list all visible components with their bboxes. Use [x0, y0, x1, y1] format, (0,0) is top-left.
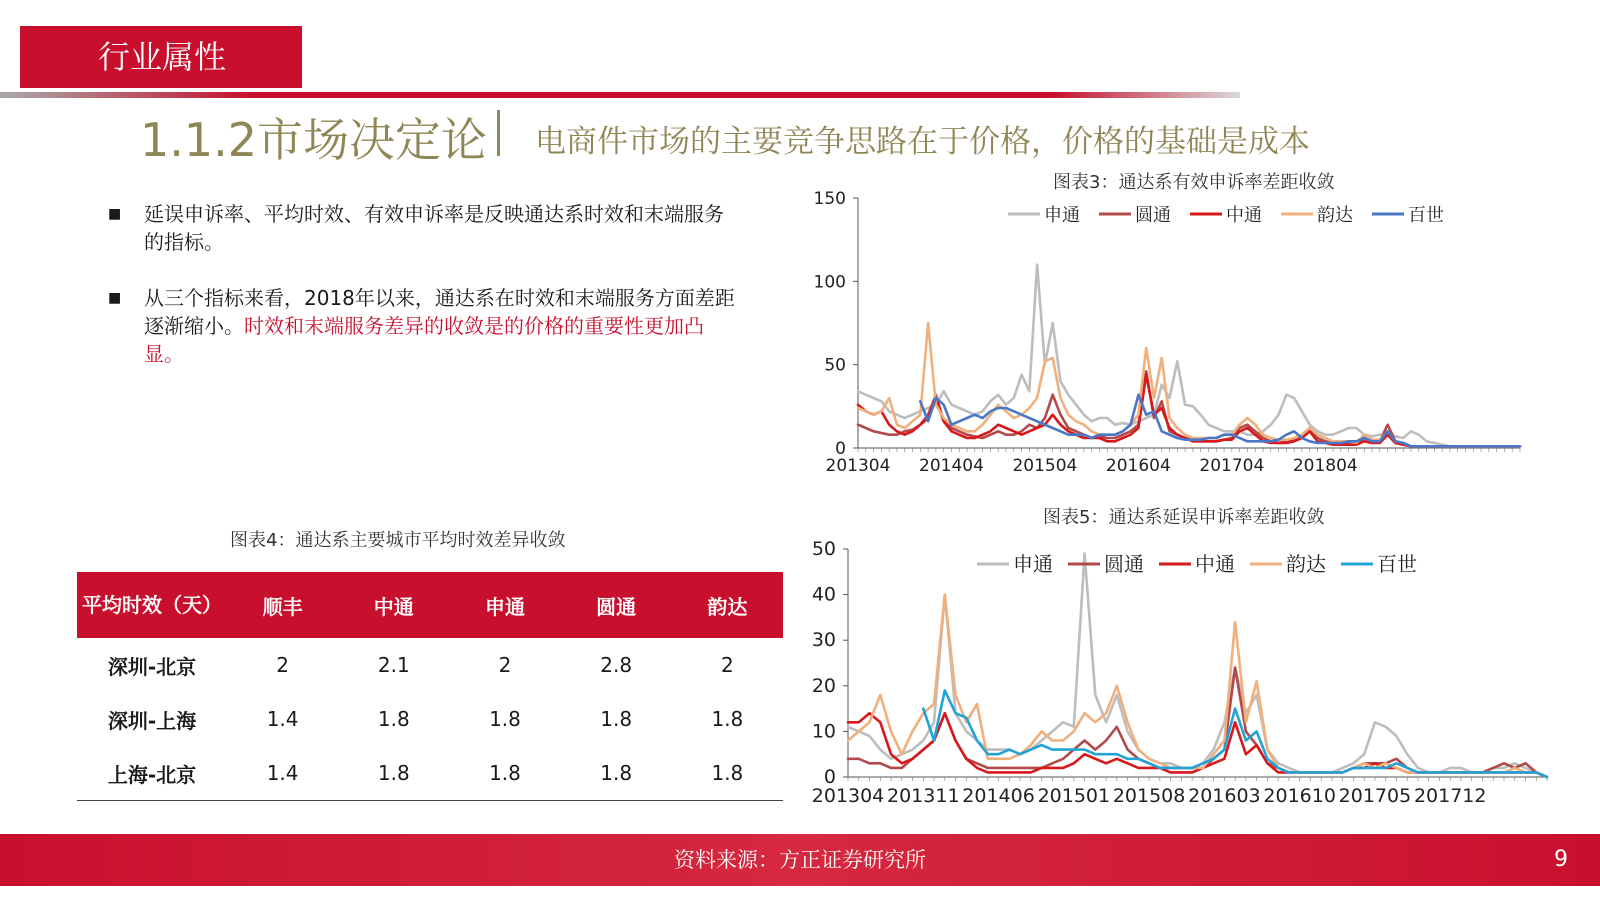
table-header-cell: 平均时效（天） — [77, 572, 227, 638]
legend-label: 百世 — [1377, 552, 1417, 576]
bullet-item-2 — [108, 284, 738, 368]
table-cell: 1.8 — [338, 746, 449, 801]
title-separator — [497, 110, 500, 156]
table-cell: 2 — [276, 653, 289, 677]
x-tick-label: 201311 — [887, 785, 960, 807]
legend-label: 中通 — [1226, 205, 1262, 226]
series-line-4 — [858, 323, 1520, 446]
legend-label: 中通 — [1195, 552, 1235, 576]
table-cell: 2.1 — [377, 653, 410, 677]
series-line-1 — [858, 265, 1520, 447]
legend-label: 韵达 — [1317, 205, 1353, 226]
table-cell: 1.8 — [449, 746, 560, 801]
chart5-title: 图表5：通达系延误申诉率差距收敛 — [1043, 507, 1325, 528]
legend-label: 韵达 — [1286, 552, 1326, 576]
section-tag: 行业属性 — [20, 26, 302, 88]
x-tick-label: 201603 — [1188, 785, 1261, 807]
x-tick-label: 201501 — [1037, 785, 1111, 807]
y-tick-label: 40 — [811, 583, 836, 606]
table-row-header: 深圳-上海 — [107, 708, 197, 733]
table-row — [77, 746, 783, 801]
y-tick-label: 150 — [813, 189, 846, 209]
table-cell: 1.4 — [266, 707, 299, 731]
x-tick-label: 201508 — [1112, 785, 1186, 807]
table-row-header: 深圳-北京 — [107, 654, 197, 679]
table-header-row — [77, 572, 783, 638]
x-tick-label: 201610 — [1263, 785, 1336, 807]
table-cell: 2.8 — [600, 653, 633, 677]
table-row-header: 上海-北京 — [77, 746, 227, 801]
y-tick-label: 0 — [835, 439, 846, 459]
bullet-text: 延误申诉率、平均时效、有效申诉率是反映通达系时效和末端服务的指标。 — [144, 202, 724, 254]
timeliness-table — [77, 572, 783, 801]
table-cell: 1.4 — [227, 746, 338, 801]
bullet-item-1 — [108, 200, 738, 256]
y-tick-label: 10 — [811, 720, 836, 743]
y-tick-label: 100 — [813, 272, 846, 293]
x-tick-label: 201406 — [962, 785, 1035, 807]
chart5-plot — [795, 535, 1570, 825]
page-subtitle: 电商件市场的主要竞争思路在于价格，价格的基础是成本 — [535, 124, 1310, 160]
series-line-5 — [923, 690, 1547, 777]
table-row — [77, 638, 783, 692]
x-tick-label: 201304 — [825, 456, 891, 476]
chart3-title: 图表3：通达系有效申诉率差距收敛 — [1053, 172, 1335, 193]
x-tick-label: 201712 — [1413, 785, 1487, 807]
y-tick-label: 50 — [811, 538, 836, 560]
legend-label: 圆通 — [1135, 205, 1171, 226]
table-cell: 2 — [721, 653, 734, 677]
bullet-text: 从三个指标来看，2018年以来，通达系在时效和末端服务方面差距逐渐缩小。 — [144, 286, 735, 338]
table-header-cell: 顺丰 — [227, 572, 338, 638]
x-tick-label: 201704 — [1199, 456, 1265, 476]
table-header-cell: 韵达 — [672, 572, 783, 638]
x-tick-label: 201404 — [919, 456, 984, 476]
x-tick-label: 201604 — [1105, 456, 1171, 476]
legend-label: 申通 — [1044, 205, 1080, 226]
table-cell: 1.8 — [600, 707, 633, 731]
bullet-icon: ■ — [108, 290, 122, 306]
table-header-cell: 圆通 — [561, 572, 672, 638]
table-header-cell: 中通 — [338, 572, 449, 638]
x-tick-label: 201504 — [1012, 456, 1078, 476]
x-tick-label: 201304 — [811, 785, 885, 807]
bullet-highlight: 时效和末端服务差异的收敛是的价格的重要性更加凸显。 — [144, 314, 704, 366]
table-header-cell: 申通 — [449, 572, 560, 638]
y-tick-label: 30 — [811, 629, 836, 652]
table-cell: 1.8 — [561, 746, 672, 801]
source-note: 资料来源：方正证券研究所 — [674, 848, 926, 872]
table-caption: 图表4：通达系主要城市平均时效差异收敛 — [230, 530, 566, 551]
table-cell: 1.8 — [489, 707, 521, 731]
chart3-plot — [790, 182, 1550, 492]
y-tick-label: 20 — [811, 674, 836, 697]
x-tick-label: 201705 — [1338, 785, 1412, 807]
legend-label: 圆通 — [1104, 552, 1144, 576]
table-cell: 1.8 — [377, 707, 410, 731]
page-number: 9 — [1554, 847, 1568, 872]
table-cell: 1.8 — [711, 707, 744, 731]
table-cell: 1.8 — [672, 746, 783, 801]
y-tick-label: 0 — [823, 766, 836, 788]
x-tick-label: 201804 — [1292, 456, 1358, 476]
table-cell: 2 — [498, 653, 512, 677]
legend-label: 百世 — [1408, 205, 1444, 226]
table-row — [77, 692, 783, 746]
page-title: 1.1.2市场决定论 — [140, 113, 488, 167]
bullet-icon: ■ — [108, 206, 122, 222]
y-tick-label: 50 — [824, 355, 846, 376]
legend-label: 申通 — [1013, 552, 1053, 576]
header-rule — [0, 92, 1240, 98]
